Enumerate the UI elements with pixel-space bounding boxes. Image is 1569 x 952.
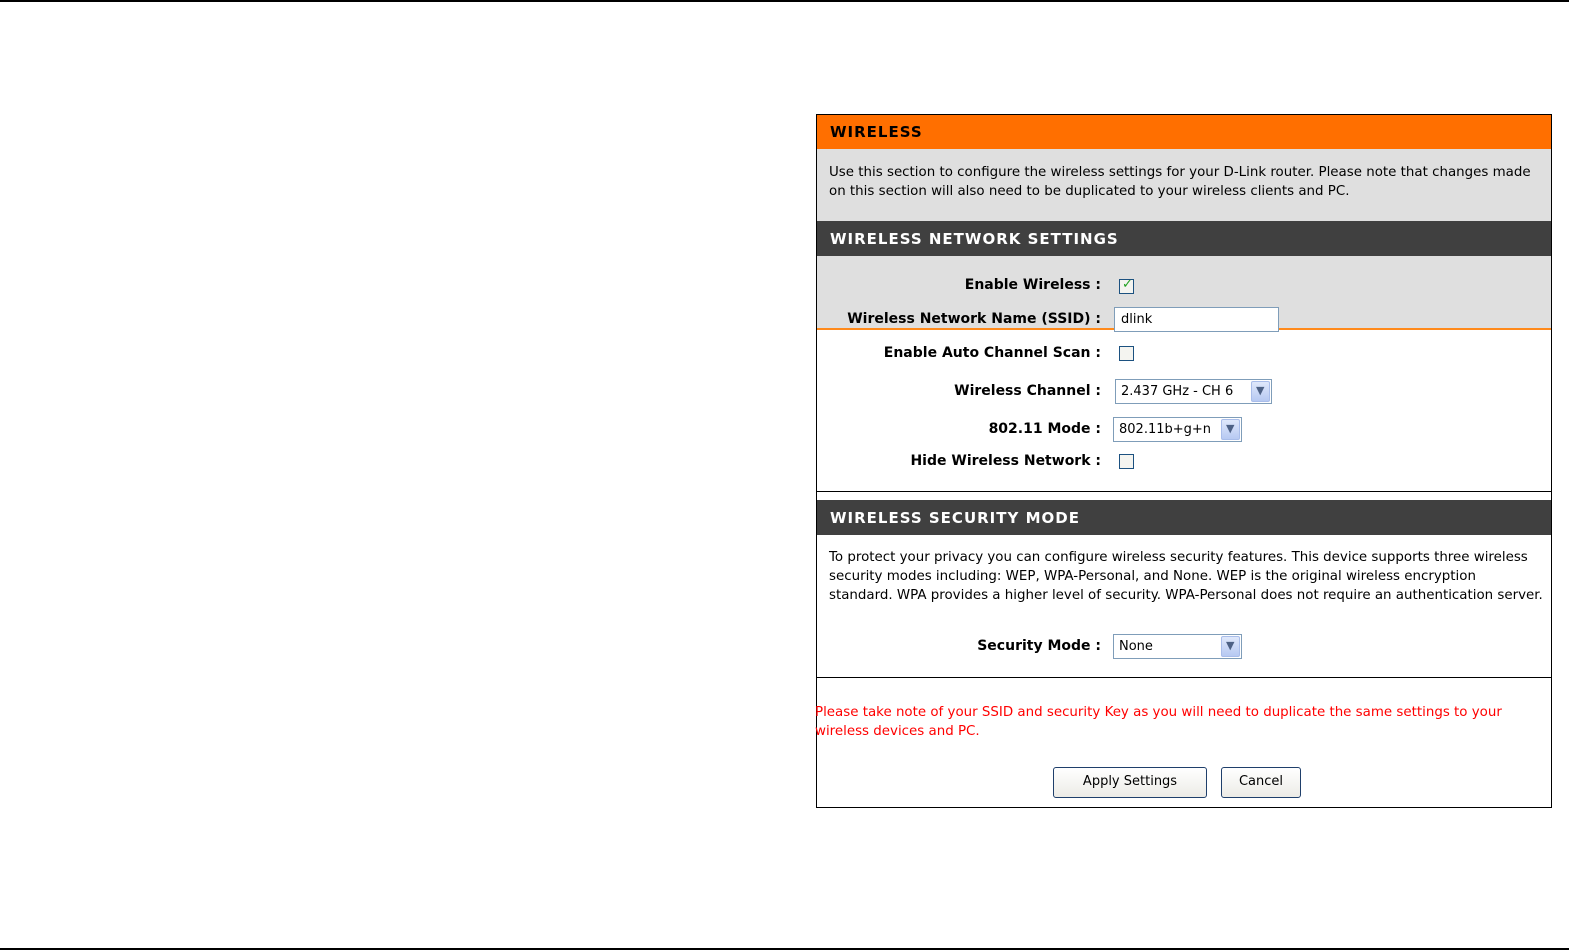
network-settings-title: WIRELESS NETWORK SETTINGS [830,230,1119,248]
panel-title: WIRELESS [830,123,923,141]
apply-settings-button[interactable]: Apply Settings [1053,767,1207,798]
enable-wireless-label: Enable Wireless : [964,277,1101,293]
enable-wireless-checkbox[interactable] [1119,279,1134,294]
auto-channel-label: Enable Auto Channel Scan : [883,345,1101,361]
wireless-channel-label: Wireless Channel : [954,383,1101,399]
panel-header [817,115,1551,149]
chevron-down-icon[interactable]: ▼ [1221,636,1240,657]
cancel-button[interactable]: Cancel [1221,767,1301,798]
mode-value: 802.11b+g+n [1119,422,1212,437]
section-divider [817,491,1551,492]
network-settings-header [817,221,1551,256]
ssid-key-note: Please take note of your SSID and security Key as you will need to duplicate the same settings to your wireless devices and PC. [815,705,1502,739]
chevron-down-icon[interactable]: ▼ [1221,419,1240,440]
page-bottom-rule [0,948,1569,950]
wireless-channel-select[interactable] [1115,379,1272,404]
wireless-panel [816,114,1552,808]
security-description: To protect your privacy you can configure wireless security features. This device supports three wireless security modes including: WEP, WPA-Personal, and None. WEP is the original wireless encryption standard. WPA provides a higher level of security. WPA-Personal does not require an authentication server. [829,550,1543,603]
hide-network-label: Hide Wireless Network : [910,453,1101,469]
mode-label: 802.11 Mode : [988,421,1101,437]
page-top-rule [0,0,1569,2]
ssid-label: Wireless Network Name (SSID) : [847,311,1101,327]
chevron-down-icon[interactable]: ▼ [1251,381,1270,402]
security-mode-select[interactable] [1113,634,1242,659]
wireless-channel-value: 2.437 GHz - CH 6 [1121,384,1234,399]
checkmark-icon: ✓ [1122,277,1133,292]
section-divider [817,677,1551,678]
security-mode-title: WIRELESS SECURITY MODE [830,509,1080,527]
mode-select[interactable] [1113,417,1242,442]
ssid-input[interactable] [1114,307,1279,332]
intro-text: Use this section to configure the wireless settings for your D-Link router. Please note that changes made on this section will also need to be duplicated to your wireless clients and PC. [829,165,1531,199]
security-mode-value: None [1119,639,1153,654]
security-mode-label: Security Mode : [977,638,1101,654]
hide-network-checkbox[interactable] [1119,454,1134,469]
security-mode-header [817,500,1551,535]
auto-channel-checkbox[interactable] [1119,346,1134,361]
